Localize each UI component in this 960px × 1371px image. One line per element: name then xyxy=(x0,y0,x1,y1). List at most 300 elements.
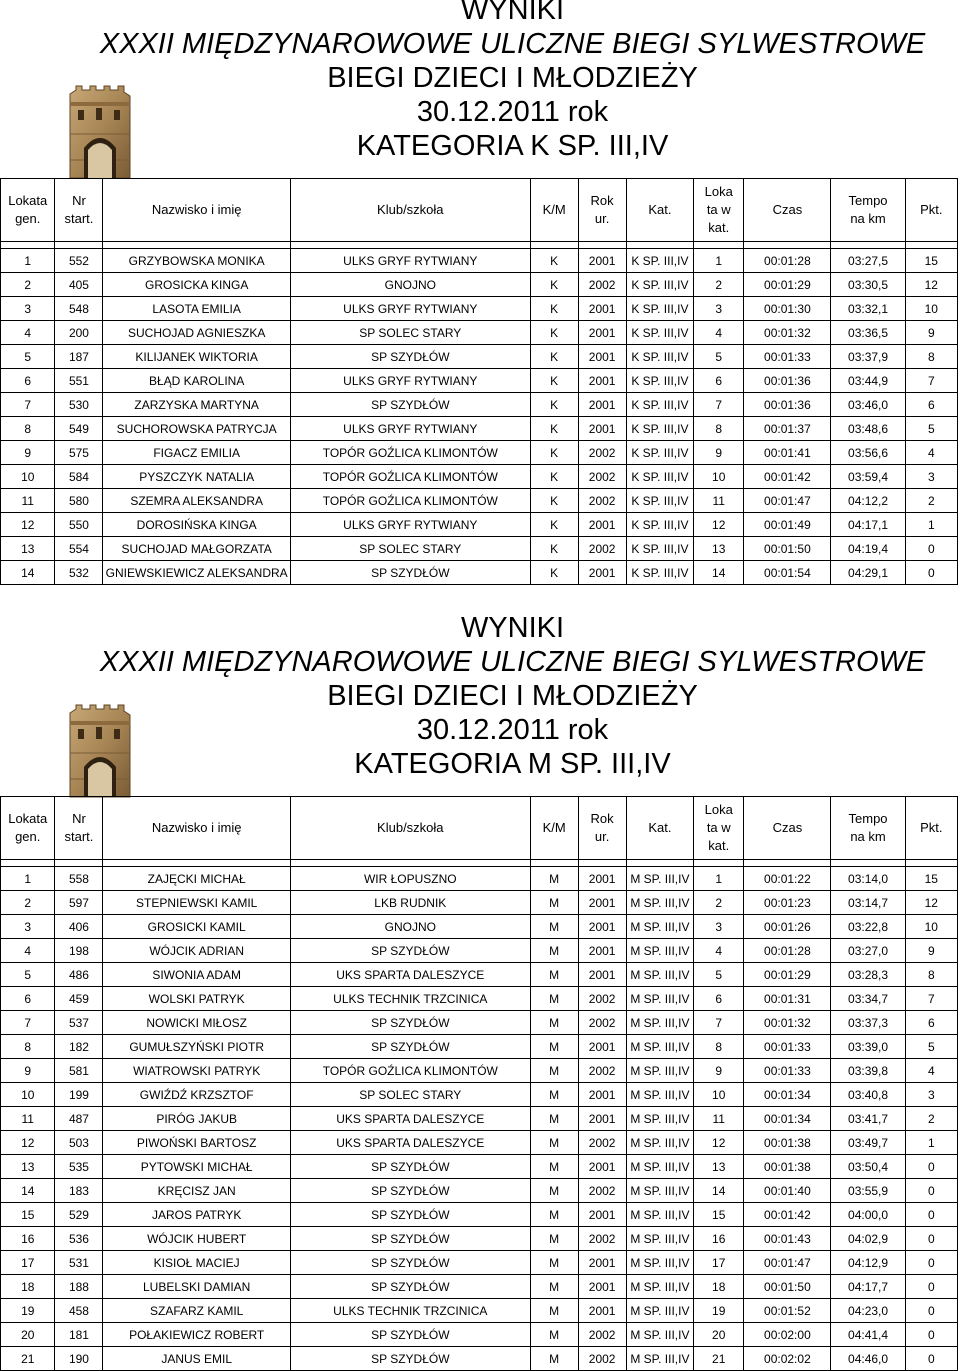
header-col-category xyxy=(626,179,694,242)
table-row xyxy=(1,1347,958,1371)
col-birth-year: 2002 xyxy=(578,1179,626,1203)
col-bib: 458 xyxy=(55,1299,103,1323)
col-time: 00:01:41 xyxy=(744,441,831,465)
col-club: ULKS GRYF RYTWIANY xyxy=(290,297,530,321)
col-rank: 14 xyxy=(1,561,55,585)
spacer-row xyxy=(1,242,958,249)
col-pace: 03:55,9 xyxy=(831,1179,905,1203)
header-text: Pkt. xyxy=(920,202,943,217)
header-text: Lokata xyxy=(8,193,48,208)
header-text: Klub/szkoła xyxy=(377,820,444,835)
table-row xyxy=(1,1275,958,1299)
col-points: 9 xyxy=(905,939,957,963)
col-pace: 03:36,5 xyxy=(831,321,905,345)
col-birth-year: 2001 xyxy=(578,867,626,891)
col-time: 00:01:40 xyxy=(744,1179,831,1203)
header-col-gender xyxy=(530,179,578,242)
col-pace: 03:30,5 xyxy=(831,273,905,297)
col-rank: 1 xyxy=(1,867,55,891)
col-bib: 552 xyxy=(55,249,103,273)
table-row xyxy=(1,963,958,987)
col-points: 4 xyxy=(905,441,957,465)
col-category: K SP. III,IV xyxy=(626,297,694,321)
col-gender: K xyxy=(530,417,578,441)
col-bib: 535 xyxy=(55,1155,103,1179)
col-bib: 188 xyxy=(55,1275,103,1299)
col-gender: M xyxy=(530,939,578,963)
col-club: SP SOLEC STARY xyxy=(290,321,530,345)
col-pace: 03:39,0 xyxy=(831,1035,905,1059)
col-pace: 04:17,7 xyxy=(831,1275,905,1299)
col-time: 00:01:29 xyxy=(744,963,831,987)
col-name: KISIOŁ MACIEJ xyxy=(103,1251,290,1275)
col-rank: 13 xyxy=(1,537,55,561)
table-row xyxy=(1,369,958,393)
col-club: SP SZYDŁÓW xyxy=(290,345,530,369)
header-col-bib xyxy=(55,179,103,242)
header-col-time xyxy=(744,179,831,242)
col-points: 0 xyxy=(905,1155,957,1179)
col-birth-year: 2001 xyxy=(578,345,626,369)
col-rank: 5 xyxy=(1,345,55,369)
col-gender: M xyxy=(530,1155,578,1179)
col-name: GUMUŁSZYŃSKI PIOTR xyxy=(103,1035,290,1059)
col-time: 00:01:32 xyxy=(744,321,831,345)
header-text: Nazwisko i imię xyxy=(151,202,242,217)
col-pace: 03:37,9 xyxy=(831,345,905,369)
col-category-rank: 7 xyxy=(694,393,744,417)
spacer-cell xyxy=(290,242,530,249)
col-rank: 18 xyxy=(1,1275,55,1299)
col-club: ULKS GRYF RYTWIANY xyxy=(290,369,530,393)
header-col-category xyxy=(626,797,694,860)
header-text: Loka xyxy=(704,184,733,199)
col-name: PIRÓG JAKUB xyxy=(103,1107,290,1131)
col-rank: 14 xyxy=(1,1179,55,1203)
col-points: 1 xyxy=(905,1131,957,1155)
col-points: 6 xyxy=(905,1011,957,1035)
col-name: GNIEWSKIEWICZ ALEKSANDRA xyxy=(103,561,290,585)
col-time: 00:01:36 xyxy=(744,393,831,417)
header-text: start. xyxy=(64,829,94,844)
col-club: GNOJNO xyxy=(290,273,530,297)
col-gender: K xyxy=(530,393,578,417)
spacer-cell xyxy=(103,242,290,249)
col-club: SP SZYDŁÓW xyxy=(290,561,530,585)
col-name: LASOTA EMILIA xyxy=(103,297,290,321)
col-rank: 12 xyxy=(1,1131,55,1155)
col-name: PYSZCZYK NATALIA xyxy=(103,465,290,489)
header-text: K/M xyxy=(542,820,566,835)
spacer-cell xyxy=(55,242,103,249)
col-gender: M xyxy=(530,1323,578,1347)
col-category-rank: 3 xyxy=(694,915,744,939)
col-rank: 3 xyxy=(1,297,55,321)
col-category: K SP. III,IV xyxy=(626,441,694,465)
col-category: M SP. III,IV xyxy=(626,1227,694,1251)
col-gender: M xyxy=(530,1347,578,1371)
col-rank: 8 xyxy=(1,1035,55,1059)
col-bib: 549 xyxy=(55,417,103,441)
col-name: SZEMRA ALEKSANDRA xyxy=(103,489,290,513)
spacer-cell xyxy=(831,860,905,867)
table-body xyxy=(1,242,958,585)
col-category-rank: 21 xyxy=(694,1347,744,1371)
col-time: 00:01:36 xyxy=(744,369,831,393)
col-rank: 2 xyxy=(1,273,55,297)
col-gender: K xyxy=(530,369,578,393)
col-time: 00:01:54 xyxy=(744,561,831,585)
col-name: GWIŹDŹ KRZSZTOF xyxy=(103,1083,290,1107)
col-category: K SP. III,IV xyxy=(626,249,694,273)
table-row xyxy=(1,1035,958,1059)
col-category: M SP. III,IV xyxy=(626,939,694,963)
col-birth-year: 2002 xyxy=(578,273,626,297)
col-pace: 03:41,7 xyxy=(831,1107,905,1131)
col-name: WOLSKI PATRYK xyxy=(103,987,290,1011)
col-category-rank: 5 xyxy=(694,345,744,369)
col-club: TOPÓR GOŹLICA KLIMONTÓW xyxy=(290,441,530,465)
col-category-rank: 10 xyxy=(694,1083,744,1107)
col-birth-year: 2001 xyxy=(578,513,626,537)
col-category-rank: 12 xyxy=(694,1131,744,1155)
header-text: Nr xyxy=(72,193,86,208)
col-rank: 19 xyxy=(1,1299,55,1323)
header-col-gender xyxy=(530,797,578,860)
col-bib: 198 xyxy=(55,939,103,963)
col-bib: 182 xyxy=(55,1035,103,1059)
col-bib: 181 xyxy=(55,1323,103,1347)
title-event: XXXII MIĘDZYNAROWOWE ULICZNE BIEGI SYLWESTROWE xyxy=(99,28,926,60)
col-category-rank: 19 xyxy=(694,1299,744,1323)
col-birth-year: 2002 xyxy=(578,1227,626,1251)
table-row xyxy=(1,561,958,585)
col-pace: 03:46,0 xyxy=(831,393,905,417)
col-name: WÓJCIK HUBERT xyxy=(103,1227,290,1251)
col-category-rank: 14 xyxy=(694,561,744,585)
col-bib: 581 xyxy=(55,1059,103,1083)
col-birth-year: 2001 xyxy=(578,369,626,393)
col-club: SP SZYDŁÓW xyxy=(290,1155,530,1179)
col-time: 00:01:32 xyxy=(744,1011,831,1035)
col-bib: 537 xyxy=(55,1011,103,1035)
spacer-cell xyxy=(578,860,626,867)
col-category: M SP. III,IV xyxy=(626,1299,694,1323)
col-rank: 20 xyxy=(1,1323,55,1347)
col-category: K SP. III,IV xyxy=(626,489,694,513)
col-name: JAROS PATRYK xyxy=(103,1203,290,1227)
title-event: XXXII MIĘDZYNAROWOWE ULICZNE BIEGI SYLWESTROWE xyxy=(99,646,926,678)
table-row xyxy=(1,465,958,489)
col-category-rank: 5 xyxy=(694,963,744,987)
title-date: 30.12.2011 rok xyxy=(416,714,609,746)
col-category: M SP. III,IV xyxy=(626,1107,694,1131)
col-pace: 04:46,0 xyxy=(831,1347,905,1371)
table-row xyxy=(1,915,958,939)
col-bib: 190 xyxy=(55,1347,103,1371)
col-category: M SP. III,IV xyxy=(626,1347,694,1371)
header-text: kat. xyxy=(708,220,730,235)
col-pace: 03:44,9 xyxy=(831,369,905,393)
col-gender: M xyxy=(530,867,578,891)
col-category: K SP. III,IV xyxy=(626,465,694,489)
col-pace: 03:49,7 xyxy=(831,1131,905,1155)
col-gender: K xyxy=(530,513,578,537)
col-time: 00:01:38 xyxy=(744,1131,831,1155)
section-header xyxy=(0,0,960,172)
col-name: POŁAKIEWICZ ROBERT xyxy=(103,1323,290,1347)
col-category: M SP. III,IV xyxy=(626,867,694,891)
col-pace: 04:02,9 xyxy=(831,1227,905,1251)
col-category-rank: 1 xyxy=(694,249,744,273)
col-category: M SP. III,IV xyxy=(626,963,694,987)
col-category: K SP. III,IV xyxy=(626,321,694,345)
col-pace: 04:12,2 xyxy=(831,489,905,513)
col-points: 6 xyxy=(905,393,957,417)
col-name: DOROSIŃSKA KINGA xyxy=(103,513,290,537)
header-col-bib xyxy=(55,797,103,860)
col-bib: 575 xyxy=(55,441,103,465)
col-club: ULKS GRYF RYTWIANY xyxy=(290,249,530,273)
col-club: SP SZYDŁÓW xyxy=(290,1323,530,1347)
col-category: M SP. III,IV xyxy=(626,1155,694,1179)
header-col-category-rank xyxy=(694,797,744,860)
col-birth-year: 2002 xyxy=(578,465,626,489)
header-text: Czas xyxy=(772,202,803,217)
col-category: M SP. III,IV xyxy=(626,915,694,939)
col-bib: 459 xyxy=(55,987,103,1011)
col-points: 8 xyxy=(905,345,957,369)
title-category: KATEGORIA K SP. III,IV xyxy=(356,130,669,162)
spacer-cell xyxy=(905,860,957,867)
table-row xyxy=(1,1203,958,1227)
col-category-rank: 16 xyxy=(694,1227,744,1251)
col-time: 00:01:23 xyxy=(744,891,831,915)
table-row xyxy=(1,417,958,441)
col-points: 0 xyxy=(905,1227,957,1251)
col-club: SP SZYDŁÓW xyxy=(290,1011,530,1035)
col-club: UKS SPARTA DALESZYCE xyxy=(290,963,530,987)
header-col-rank xyxy=(1,179,55,242)
header-text: na km xyxy=(850,829,886,844)
header-col-category-rank xyxy=(694,179,744,242)
col-pace: 03:56,6 xyxy=(831,441,905,465)
col-rank: 8 xyxy=(1,417,55,441)
col-gender: M xyxy=(530,1035,578,1059)
col-birth-year: 2002 xyxy=(578,1011,626,1035)
col-club: TOPÓR GOŹLICA KLIMONTÓW xyxy=(290,489,530,513)
col-name: PIWOŃSKI BARTOSZ xyxy=(103,1131,290,1155)
col-pace: 04:41,4 xyxy=(831,1323,905,1347)
col-name: KILIJANEK WIKTORIA xyxy=(103,345,290,369)
col-birth-year: 2002 xyxy=(578,987,626,1011)
header-col-birth-year xyxy=(578,179,626,242)
col-birth-year: 2002 xyxy=(578,1131,626,1155)
results-section-men xyxy=(0,608,960,1366)
header-text: K/M xyxy=(542,202,566,217)
col-category-rank: 7 xyxy=(694,1011,744,1035)
col-time: 00:01:30 xyxy=(744,297,831,321)
col-time: 00:01:26 xyxy=(744,915,831,939)
col-gender: M xyxy=(530,1251,578,1275)
col-points: 3 xyxy=(905,465,957,489)
col-points: 2 xyxy=(905,489,957,513)
col-gender: M xyxy=(530,915,578,939)
col-bib: 554 xyxy=(55,537,103,561)
col-category-rank: 14 xyxy=(694,1179,744,1203)
header-col-birth-year xyxy=(578,797,626,860)
col-club: ULKS TECHNIK TRZCINICA xyxy=(290,987,530,1011)
col-time: 00:01:34 xyxy=(744,1083,831,1107)
col-bib: 580 xyxy=(55,489,103,513)
col-birth-year: 2001 xyxy=(578,561,626,585)
header-text: start. xyxy=(64,211,94,226)
col-rank: 21 xyxy=(1,1347,55,1371)
col-rank: 9 xyxy=(1,1059,55,1083)
col-name: GRZYBOWSKA MONIKA xyxy=(103,249,290,273)
col-gender: M xyxy=(530,963,578,987)
col-category-rank: 13 xyxy=(694,537,744,561)
col-points: 0 xyxy=(905,1179,957,1203)
col-pace: 04:23,0 xyxy=(831,1299,905,1323)
col-gender: K xyxy=(530,321,578,345)
col-gender: M xyxy=(530,1107,578,1131)
table-row xyxy=(1,321,958,345)
col-name: GROSICKI KAMIL xyxy=(103,915,290,939)
col-category-rank: 20 xyxy=(694,1323,744,1347)
col-category: K SP. III,IV xyxy=(626,393,694,417)
col-bib: 584 xyxy=(55,465,103,489)
col-name: BŁĄD KAROLINA xyxy=(103,369,290,393)
col-rank: 4 xyxy=(1,321,55,345)
header-text: ta w xyxy=(706,202,731,217)
col-bib: 531 xyxy=(55,1251,103,1275)
col-points: 8 xyxy=(905,963,957,987)
col-birth-year: 2001 xyxy=(578,1251,626,1275)
header-text: gen. xyxy=(15,211,41,226)
col-category-rank: 4 xyxy=(694,321,744,345)
col-rank: 3 xyxy=(1,915,55,939)
col-club: SP SOLEC STARY xyxy=(290,537,530,561)
col-bib: 406 xyxy=(55,915,103,939)
col-birth-year: 2001 xyxy=(578,891,626,915)
col-birth-year: 2002 xyxy=(578,489,626,513)
col-category: M SP. III,IV xyxy=(626,1251,694,1275)
col-gender: K xyxy=(530,297,578,321)
col-pace: 03:50,4 xyxy=(831,1155,905,1179)
col-time: 00:01:22 xyxy=(744,867,831,891)
col-category: K SP. III,IV xyxy=(626,345,694,369)
col-birth-year: 2001 xyxy=(578,963,626,987)
results-section-women xyxy=(0,0,960,580)
table-row xyxy=(1,1323,958,1347)
col-name: FIGACZ EMILIA xyxy=(103,441,290,465)
col-bib: 597 xyxy=(55,891,103,915)
col-time: 00:01:31 xyxy=(744,987,831,1011)
col-category: M SP. III,IV xyxy=(626,891,694,915)
header-text: Nazwisko i imię xyxy=(151,820,242,835)
col-club: SP SZYDŁÓW xyxy=(290,1347,530,1371)
col-gender: M xyxy=(530,1203,578,1227)
col-pace: 04:17,1 xyxy=(831,513,905,537)
spacer-cell xyxy=(905,242,957,249)
col-name: LUBELSKI DAMIAN xyxy=(103,1275,290,1299)
col-bib: 529 xyxy=(55,1203,103,1227)
col-birth-year: 2001 xyxy=(578,1107,626,1131)
table-body xyxy=(1,860,958,1371)
col-category-rank: 9 xyxy=(694,1059,744,1083)
col-gender: K xyxy=(530,345,578,369)
col-name: SUCHOJAD AGNIESZKA xyxy=(103,321,290,345)
col-birth-year: 2001 xyxy=(578,297,626,321)
col-category-rank: 6 xyxy=(694,987,744,1011)
col-birth-year: 2002 xyxy=(578,1323,626,1347)
col-bib: 199 xyxy=(55,1083,103,1107)
col-pace: 03:32,1 xyxy=(831,297,905,321)
col-rank: 12 xyxy=(1,513,55,537)
col-category-rank: 15 xyxy=(694,1203,744,1227)
col-name: WÓJCIK ADRIAN xyxy=(103,939,290,963)
col-category-rank: 11 xyxy=(694,489,744,513)
col-points: 0 xyxy=(905,1251,957,1275)
col-name: ZAJĘCKI MICHAŁ xyxy=(103,867,290,891)
header-col-club xyxy=(290,179,530,242)
col-birth-year: 2001 xyxy=(578,417,626,441)
col-pace: 04:12,9 xyxy=(831,1251,905,1275)
col-time: 00:01:33 xyxy=(744,345,831,369)
col-points: 5 xyxy=(905,417,957,441)
table-row xyxy=(1,273,958,297)
col-pace: 04:00,0 xyxy=(831,1203,905,1227)
col-club: SP SZYDŁÓW xyxy=(290,393,530,417)
header-text: Nr xyxy=(72,811,86,826)
col-points: 9 xyxy=(905,321,957,345)
col-club: TOPÓR GOŹLICA KLIMONTÓW xyxy=(290,1059,530,1083)
col-pace: 03:27,0 xyxy=(831,939,905,963)
spacer-cell xyxy=(626,860,694,867)
col-category-rank: 10 xyxy=(694,465,744,489)
col-time: 00:01:47 xyxy=(744,1251,831,1275)
col-gender: M xyxy=(530,987,578,1011)
col-category: M SP. III,IV xyxy=(626,1275,694,1299)
col-points: 0 xyxy=(905,1203,957,1227)
col-category-rank: 8 xyxy=(694,1035,744,1059)
table-row xyxy=(1,345,958,369)
col-rank: 11 xyxy=(1,489,55,513)
section-header xyxy=(0,608,960,796)
col-pace: 04:19,4 xyxy=(831,537,905,561)
col-bib: 532 xyxy=(55,561,103,585)
col-pace: 03:22,8 xyxy=(831,915,905,939)
col-club: LKB RUDNIK xyxy=(290,891,530,915)
col-club: SP SZYDŁÓW xyxy=(290,1035,530,1059)
col-time: 00:01:37 xyxy=(744,417,831,441)
col-gender: M xyxy=(530,1131,578,1155)
col-category: K SP. III,IV xyxy=(626,537,694,561)
col-birth-year: 2001 xyxy=(578,939,626,963)
col-gender: M xyxy=(530,1299,578,1323)
spacer-cell xyxy=(1,242,55,249)
col-rank: 17 xyxy=(1,1251,55,1275)
title-results: WYNIKI xyxy=(460,612,565,644)
table-row xyxy=(1,1155,958,1179)
col-category-rank: 6 xyxy=(694,369,744,393)
col-pace: 03:34,7 xyxy=(831,987,905,1011)
col-pace: 03:37,3 xyxy=(831,1011,905,1035)
col-rank: 7 xyxy=(1,393,55,417)
col-pace: 03:59,4 xyxy=(831,465,905,489)
col-rank: 9 xyxy=(1,441,55,465)
